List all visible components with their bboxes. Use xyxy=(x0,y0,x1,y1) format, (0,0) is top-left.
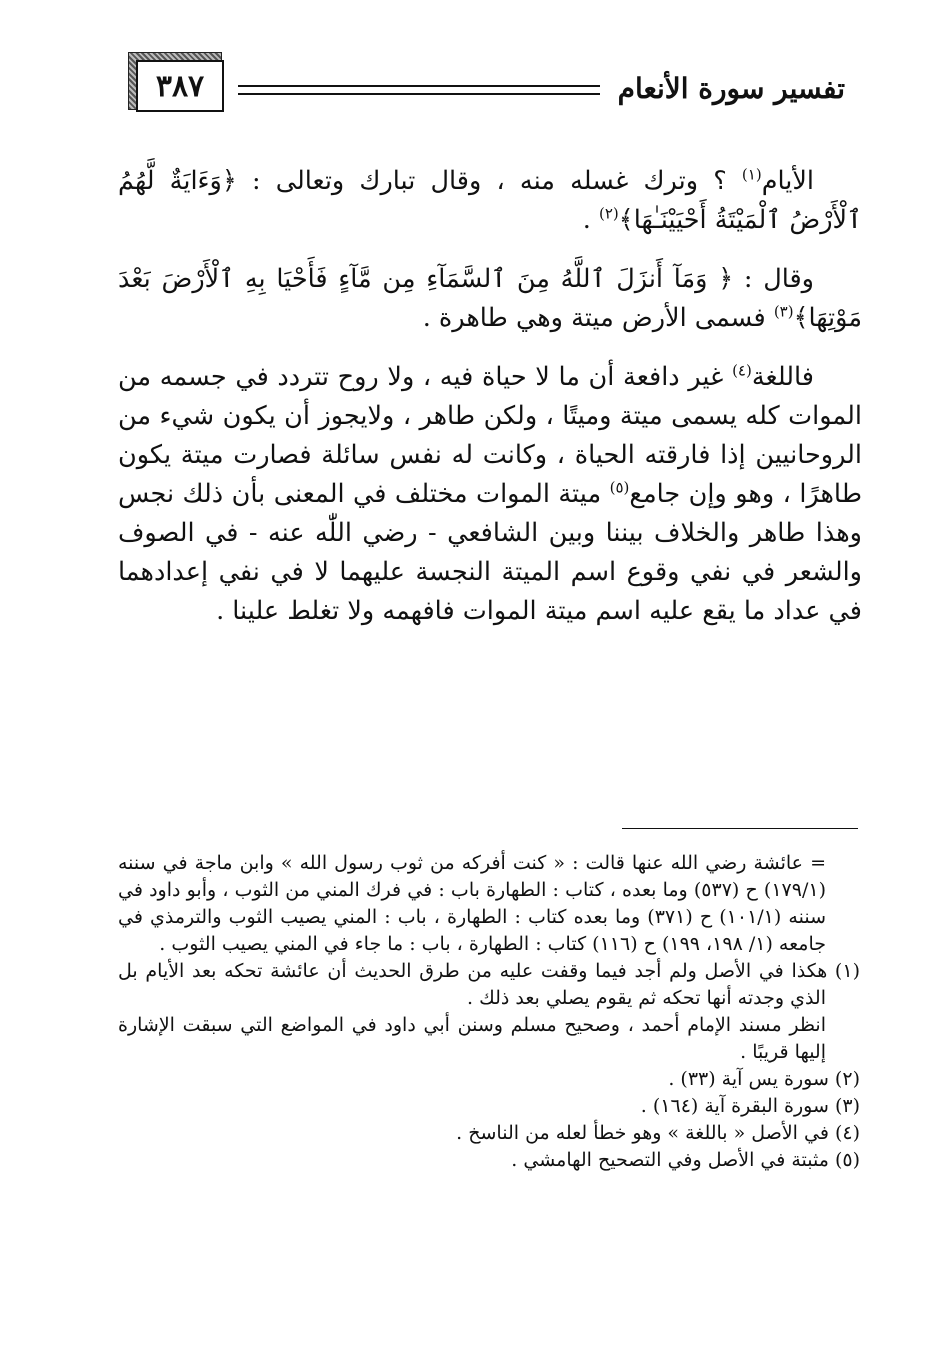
para-1-text-start: الأيام xyxy=(761,166,814,196)
footnote-continuation: = عائشة رضي الله عنها قالت : « كنت أفركه من ثوب رسول الله » وابن ماجة في سننه (١٧٩/١) ح (٥٣٧) وما بعده ، كتاب : الطهارة باب : في فرك المني من الثوب ، وأبو داود في سننه (١٠١/١) ح (٣٧١) وما بعده كتاب : الطهارة ، باب : المني يصيب الثوب والترمذي في جامعه (١/ ١٩٨، ١٩٩) ح (١١٦) كتاب : الطهارة ، باب : ما جاء في المني يصيب الثوب . xyxy=(118,852,826,955)
page-number-box xyxy=(128,52,228,114)
para-3-text-end: ميتة الموات مختلف في المعنى بأن ذلك نجس وهذا طاهر والخلاف بيننا وبين الشافعي - رضي اللّٰه عنه - في الصوف والشعر في نفي وقوع اسم الميتة النجسة عليهما لا في نفي إعدادهما في عداد ما يقع عليه اسم ميتة الموات فافهمه ولا تغلط علينا . xyxy=(118,479,862,626)
footnote-ref-3: (٣) xyxy=(773,302,794,321)
footnote-ref-2: (٢) xyxy=(598,204,619,223)
footnotes xyxy=(118,850,860,1174)
footnote-ref-1: (١) xyxy=(741,165,762,184)
footnote-ref-4: (٤) xyxy=(732,361,752,380)
footnote-separator xyxy=(622,828,858,829)
footnote-4: (٤) في الأصل « باللغة » وهو خطأ لعله من الناسخ . xyxy=(456,1122,860,1144)
footnote-1-continued: انظر مسند الإمام أحمد ، وصحيح مسلم وسنن أبي داود في المواضع التي سبقت الإشارة إليها قريبًا . xyxy=(118,1014,826,1063)
para-3-text-mid: غير دافعة أن ما لا حياة فيه ، ولا روح تتردد في جسمه من الموات كله يسمى ميتة وميتًا ، ولكن طاهر ، ولايجوز أن يكون شيء من الروحانيين إذا فارقته الحياة ، وكانت له نفس سائلة فصارت ميتة يكون طاهرًا ، وهو وإن جامع xyxy=(118,362,862,509)
footnote-5: (٥) مثبتة في الأصل وفي التصحيح الهامشي . xyxy=(511,1149,860,1171)
para-1-text-mid: ؟ وترك غسله منه ، وقال تبارك وتعالى : ﴿وَءَايَةٌ لَّهُمُ ٱلْأَرْضُ ٱلْمَيْتَةُ أَحْيَيْنَـٰهَا﴾ xyxy=(118,166,862,235)
page-number: ٣٨٧ xyxy=(136,60,224,112)
paragraph-3 xyxy=(118,358,862,631)
paragraph-2 xyxy=(118,260,862,338)
footnote-ref-5: (٥) xyxy=(609,478,630,497)
footnote-2: (٢) سورة يس آية (٣٣) . xyxy=(668,1068,860,1090)
footnote-3: (٣) سورة البقرة آية (١٦٤) . xyxy=(640,1095,860,1117)
running-title: تفسير سورة الأنعام xyxy=(617,72,845,105)
para-2-text-start: وقال : ﴿ وَمَآ أَنزَلَ ٱللَّهُ مِنَ ٱلسَّمَآءِ مِن مَّآءٍ فَأَحْيَا بِهِ ٱلْأَرْضَ بَعْدَ مَوْتِهَا﴾ xyxy=(118,264,862,333)
para-1-text-end: . xyxy=(582,205,599,235)
paragraph-1 xyxy=(118,162,862,240)
main-text xyxy=(118,162,862,631)
para-2-text-end: فسمى الأرض ميتة وهي طاهرة . xyxy=(422,303,774,333)
footnote-1: (١) هكذا في الأصل ولم أجد فيما وقفت عليه من طرق الحديث أن عائشة تحكه بعد الأيام بل الذي وجدته أنها تحكه ثم يقوم يصلي بعد ذلك . xyxy=(118,960,860,1009)
header-rule xyxy=(238,85,600,95)
para-3-text-start: فاللغة xyxy=(751,362,814,392)
